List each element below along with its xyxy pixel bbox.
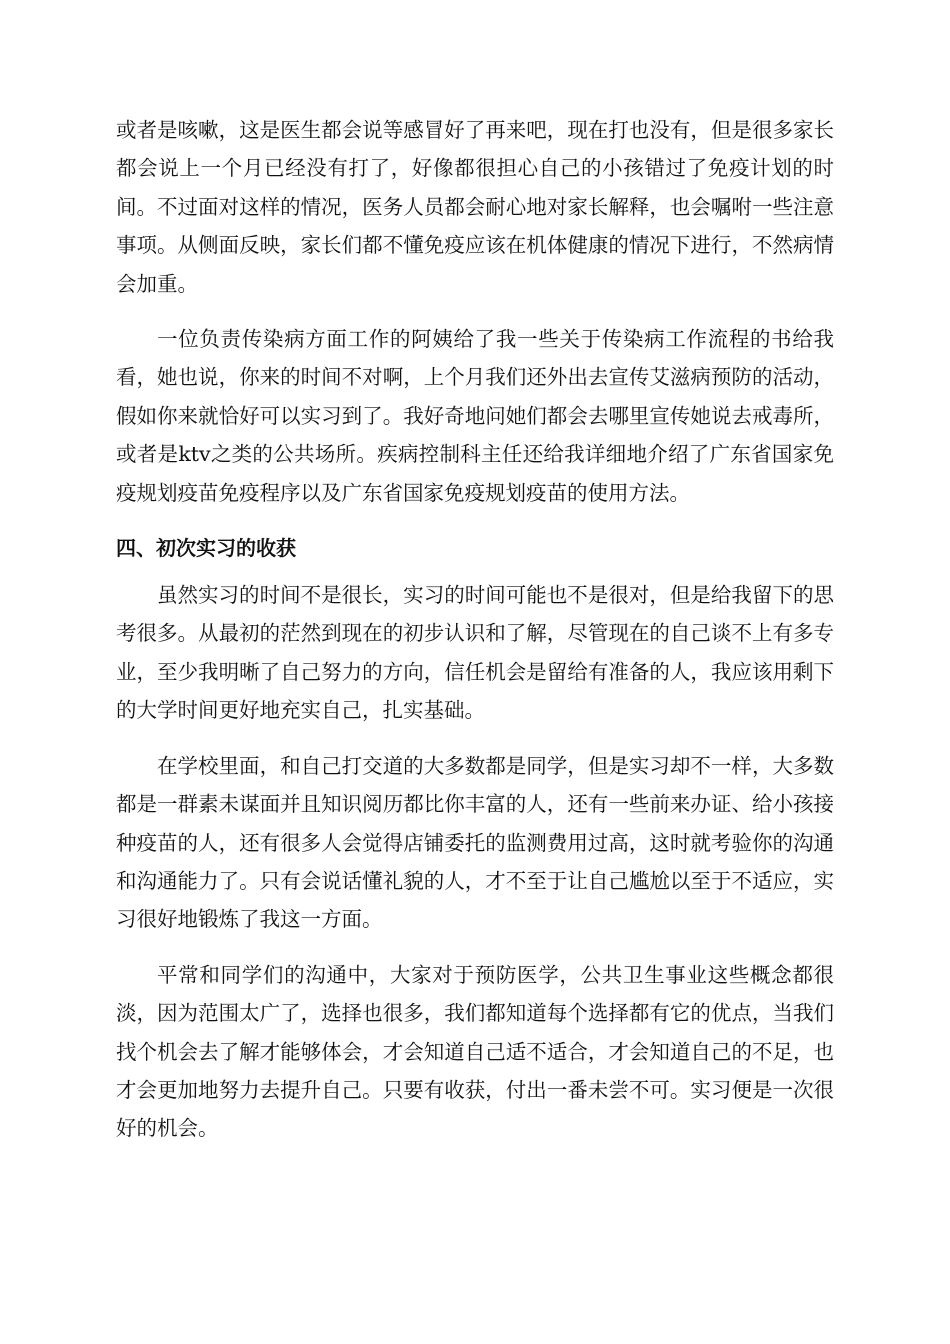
paragraph-infectious-disease: 一位负责传染病方面工作的阿姨给了我一些关于传染病工作流程的书给我看，她也说，你来的时间不对啊，上个月我们还外出去宣传艾滋病预防的活动，假如你来就恰好可以实习到了。我好奇地问她们都会去哪里宣传她说去戒毒所，或者是ktv之类的公共场所。疾病控制科主任还给我详细地介绍了广东省国家免疫规划疫苗免疫程序以及广东省国家免疫规划疫苗的使用方法。 bbox=[116, 327, 834, 505]
paragraph-gains-1: 虽然实习的时间不是很长，实习的时间可能也不是很对，但是给我留下的思考很多。从最初的茫然到现在的初步认识和了解，尽管现在的自己谈不上有多专业，至少我明晰了自己努力的方向，信任机会是留给有准备的人，我应该用剩下的大学时间更好地充实自己，扎实基础。 bbox=[116, 583, 834, 723]
paragraph-gains-3: 平常和同学们的沟通中，大家对于预防医学，公共卫生事业这些概念都很淡，因为范围太广了，选择也很多，我们都知道每个选择都有它的优点，当我们找个机会去了解才能够体会，才会知道自己适不适合，才会知道自己的不足，也才会更加地努力去提升自己。只要有收获，付出一番未尝不可。实习便是一次很好的机会。 bbox=[116, 962, 834, 1141]
paragraph-continued: 或者是咳嗽，这是医生都会说等感冒好了再来吧，现在打也没有，但是很多家长都会说上一个月已经没有打了，好像都很担心自己的小孩错过了免疫计划的时间。不过面对这样的情况，医务人员都会耐心地对家长解释，也会嘱咐一些注意事项。从侧面反映，家长们都不懂免疫应该在机体健康的情况下进行，不然病情会加重。 bbox=[116, 118, 834, 296]
section-heading: 四、初次实习的收获 bbox=[116, 536, 296, 561]
paragraph-gains-2: 在学校里面，和自己打交道的大多数都是同学，但是实习却不一样，大多数都是一群素未谋面并且知识阅历都比你丰富的人，还有一些前来办证、给小孩接种疫苗的人，还有很多人会觉得店铺委托的监测费用过高，这时就考验你的沟通和沟通能力了。只有会说话懂礼貌的人，才不至于让自己尴尬以至于不适应，实习很好地锻炼了我这一方面。 bbox=[116, 753, 834, 932]
document-body bbox=[116, 111, 834, 1165]
